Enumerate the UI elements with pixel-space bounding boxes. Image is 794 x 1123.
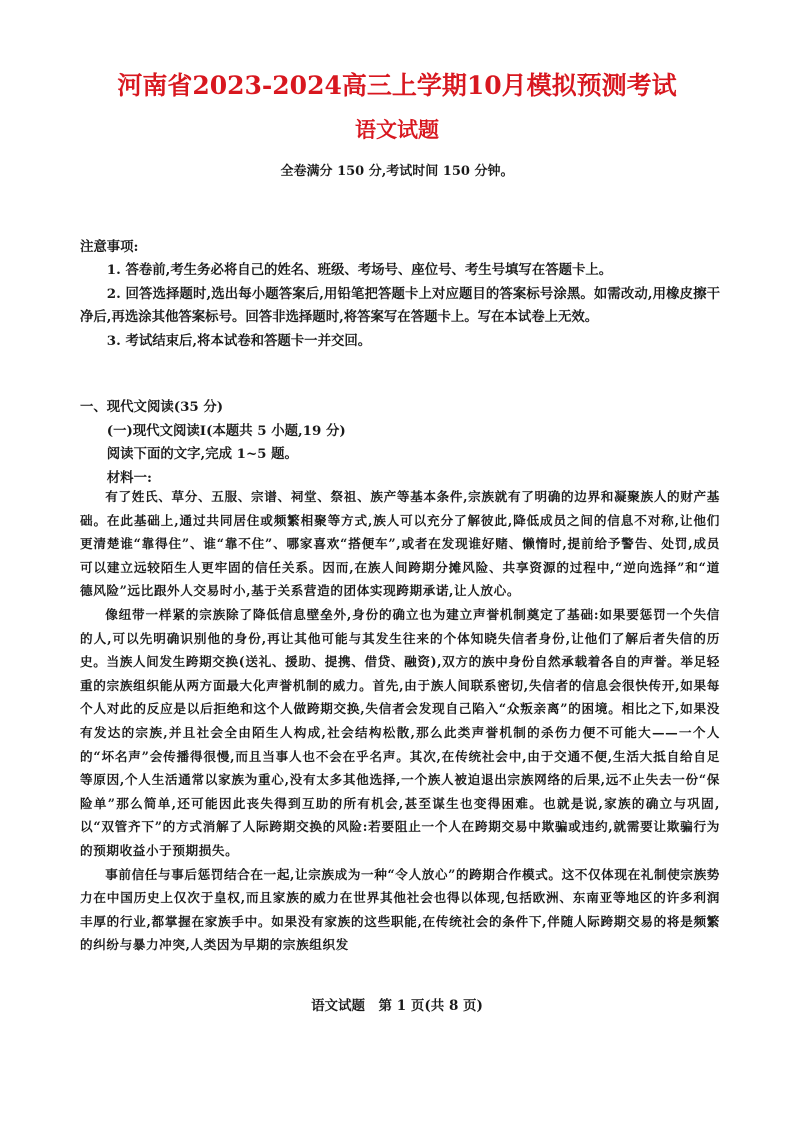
notice-item-3: 3. 考试结束后,将本试卷和答题卡一并交回。 [106, 332, 372, 349]
passage-paragraph-1: 有了姓氏、草分、五服、宗谱、祠堂、祭祖、族产等基本条件,宗族就有了明确的边界和凝聚族人的财产基础。在此基础上,通过共同居住或频繁相聚等方式,族人可以充分了解彼此,降低成员之间的信息不对称,让他们更清楚谁“靠得住”、谁“靠不住”、哪家喜欢“搭便车”,或者在发现谁好赌、懒惰时,提前给予警告、处罚,成员可以建立远较陌生人更牢固的信任关系。因而,在族人间跨期分摊风险、共享资源的过程中,“逆向选择”和“道德风险”远比跟外人交易时小,基于关系营造的团体实现跨期承诺,让人放心。 [80, 489, 720, 599]
reading-passage [80, 485, 720, 957]
exam-title: 河南省2023-2024高三上学期10月模拟预测考试 [117, 71, 677, 100]
exam-subtitle: 语文试题 [355, 117, 439, 142]
notice-item-1: 1. 答卷前,考生务必将自己的姓名、班级、考场号、座位号、考生号填写在答题卡上。 [106, 262, 613, 278]
passage-paragraph-2: 像纽带一样紧的宗族除了降低信息壁垒外,身份的确立也为建立声誉机制奠定了基础:如果要惩罚一个失信的人,可以先明确识别他的身份,再让其他可能与其发生往来的个体知晓失信者身份,让他们了解后者失信的历史。当族人间发生跨期交换(送礼、援助、提携、借贷、融资),双方的族中身份自然承载着各自的声誉。举足轻重的宗族组织能从两方面最大化声誉机制的威力。首先,由于族人间联系密切,失信者的信息会很快传开,如果每个人对此的反应是以后拒绝和这个人做跨期交换,失信者会发现自己陷入“众叛亲离”的困境。相比之下,如果没有发达的宗族,并且社会全由陌生人构成,社会结构松散,那么此类声誉机制的杀伤力便不可能大——一个人的“坏名声”会传播得很慢,而且当事人也不会在乎名声。其次,在传统社会中,由于交通不便,生活大抵自给自足等原因,个人生活通常以家族为重心,没有太多其他选择,一个族人被迫退出宗族网络的后果,远不止失去一份“保险单”那么简单,还可能因此丧失得到互助的所有机会,甚至谋生也变得困难。也就是说,家族的确立与巩固,以“双管齐下”的方式消解了人际跨期交换的风险:若要阻止一个人在跨期交易中欺骗或违约,就需要让欺骗行为的预期收益小于预期损失。 [80, 606, 720, 858]
notice-item-2: 2. 回答选择题时,选出每小题答案后,用铅笔把答题卡上对应题目的答案标号涂黑。如需改动,用橡皮擦干净后,再选涂其他答案标号。回答非选择题时,将答案写在答题卡上。写在本试卷上无效。 [80, 285, 720, 325]
reading-instruction: 阅读下面的文字,完成 1~5 题。 [106, 446, 298, 462]
passage-paragraph-3: 事前信任与事后惩罚结合在一起,让宗族成为一种“令人放心”的跨期合作模式。这不仅体现在礼制使宗族势力在中国历史上仅次于皇权,而且家族的威力在世界其他社会也得以体现,包括欧洲、东南亚等地区的许多利润丰厚的行业,都掌握在家族手中。如果没有家族的这些职能,在传统社会的条件下,伴随人际跨期交易的将是频繁的纠纷与暴力冲突,人类因为早期的宗族组织发 [80, 866, 720, 953]
page-footer: 语文试题 第 1 页(共 8 页) [311, 998, 483, 1014]
material-label: 材料一: [106, 469, 152, 486]
notice-heading-text: 注意事项: [80, 239, 139, 255]
section-one [80, 396, 720, 490]
notice-list [80, 259, 720, 353]
section-heading: 一、现代文阅读(35 分) [80, 399, 224, 415]
subsection-heading: (一)现代文阅读Ⅰ(本题共 5 小题,19 分) [106, 422, 346, 439]
score-time-line: 全卷满分 150 分,考试时间 150 分钟。 [280, 164, 514, 179]
notice-heading [80, 236, 720, 260]
